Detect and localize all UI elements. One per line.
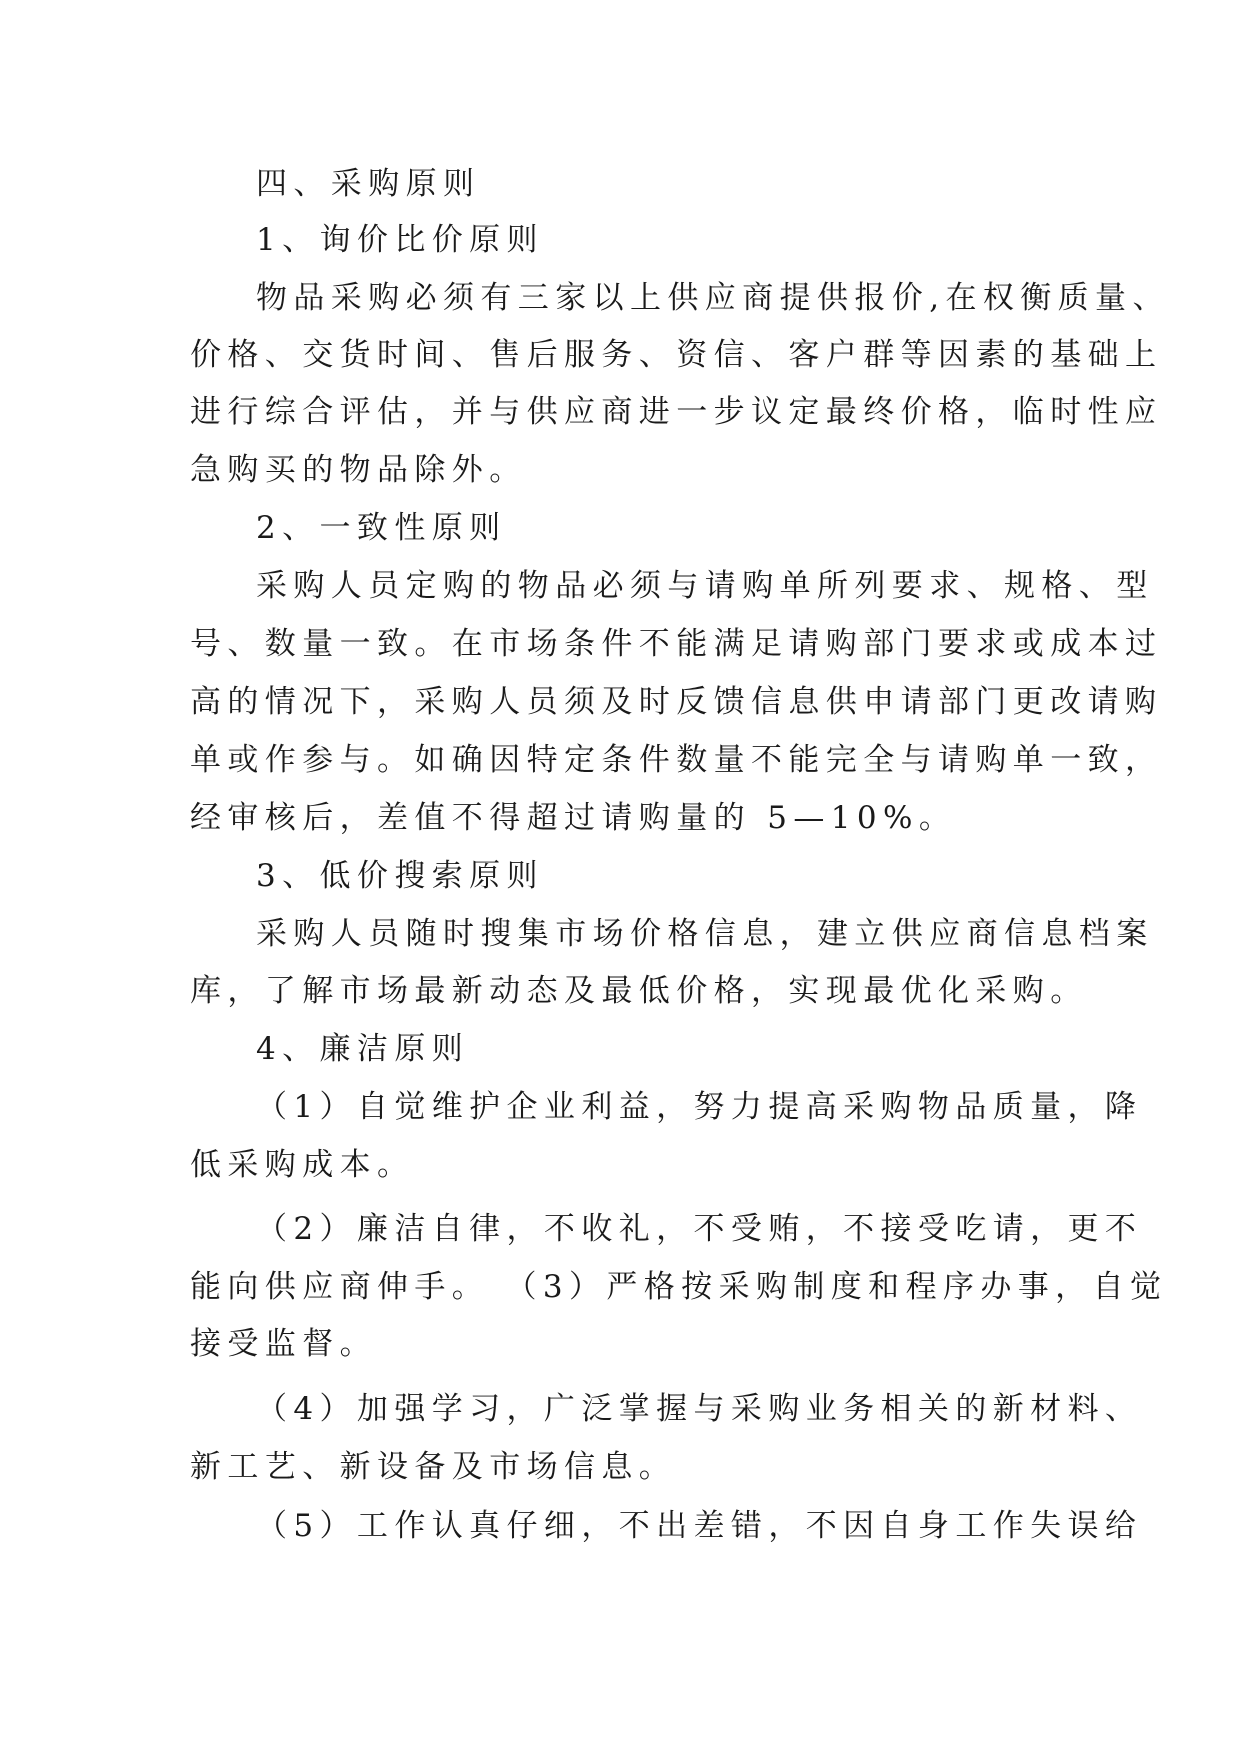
paragraph-line: 采购人员随时搜集市场价格信息，建立供应商信息档案 bbox=[256, 916, 1154, 952]
paragraph-line: 低采购成本。 bbox=[190, 1147, 415, 1183]
paragraph-line: 新工艺、新设备及市场信息。 bbox=[190, 1449, 677, 1485]
paragraph-line: 号、数量一致。在市场条件不能满足请购部门要求或成本过 bbox=[190, 626, 1163, 662]
paragraph-line: 价格、交货时间、售后服务、资信、客户群等因素的基础上 bbox=[190, 337, 1163, 373]
section-heading: 四、采购原则 bbox=[256, 166, 481, 202]
paragraph-line: 高的情况下，采购人员须及时反馈信息供申请部门更改请购 bbox=[190, 684, 1163, 720]
subheading-3: 3、低价搜索原则 bbox=[256, 858, 544, 894]
subheading-2: 2、一致性原则 bbox=[256, 510, 507, 546]
paragraph-line: 进行综合评估，并与供应商进一步议定最终价格，临时性应 bbox=[190, 394, 1163, 430]
paragraph-line: 经审核后，差值不得超过请购量的 5—10%。 bbox=[190, 800, 957, 836]
paragraph-line: 接受监督。 bbox=[190, 1326, 377, 1362]
paragraph-line: 急购买的物品除外。 bbox=[190, 452, 527, 488]
paragraph-line: 单或作参与。如确因特定条件数量不能完全与请购单一致， bbox=[190, 742, 1163, 778]
subheading-4: 4、廉洁原则 bbox=[256, 1031, 470, 1067]
paragraph-line: （4）加强学习，广泛掌握与采购业务相关的新材料、 bbox=[256, 1391, 1143, 1427]
paragraph-line: 库，了解市场最新动态及最低价格，实现最优化采购。 bbox=[190, 973, 1088, 1009]
paragraph-line: （2）廉洁自律，不收礼，不受贿，不接受吃请，更不 bbox=[256, 1211, 1143, 1247]
paragraph-line: （1）自觉维护企业利益，努力提高采购物品质量，降 bbox=[256, 1089, 1143, 1125]
paragraph-line: 采购人员定购的物品必须与请购单所列要求、规格、型 bbox=[256, 568, 1154, 604]
paragraph-line: 物品采购必须有三家以上供应商提供报价,在权衡质量、 bbox=[256, 280, 1170, 316]
paragraph-line: （5）工作认真仔细，不出差错，不因自身工作失误给 bbox=[256, 1508, 1143, 1544]
paragraph-line: 能向供应商伸手。 （3）严格按采购制度和程序办事，自觉 bbox=[190, 1269, 1168, 1305]
subheading-1: 1、询价比价原则 bbox=[256, 222, 544, 258]
